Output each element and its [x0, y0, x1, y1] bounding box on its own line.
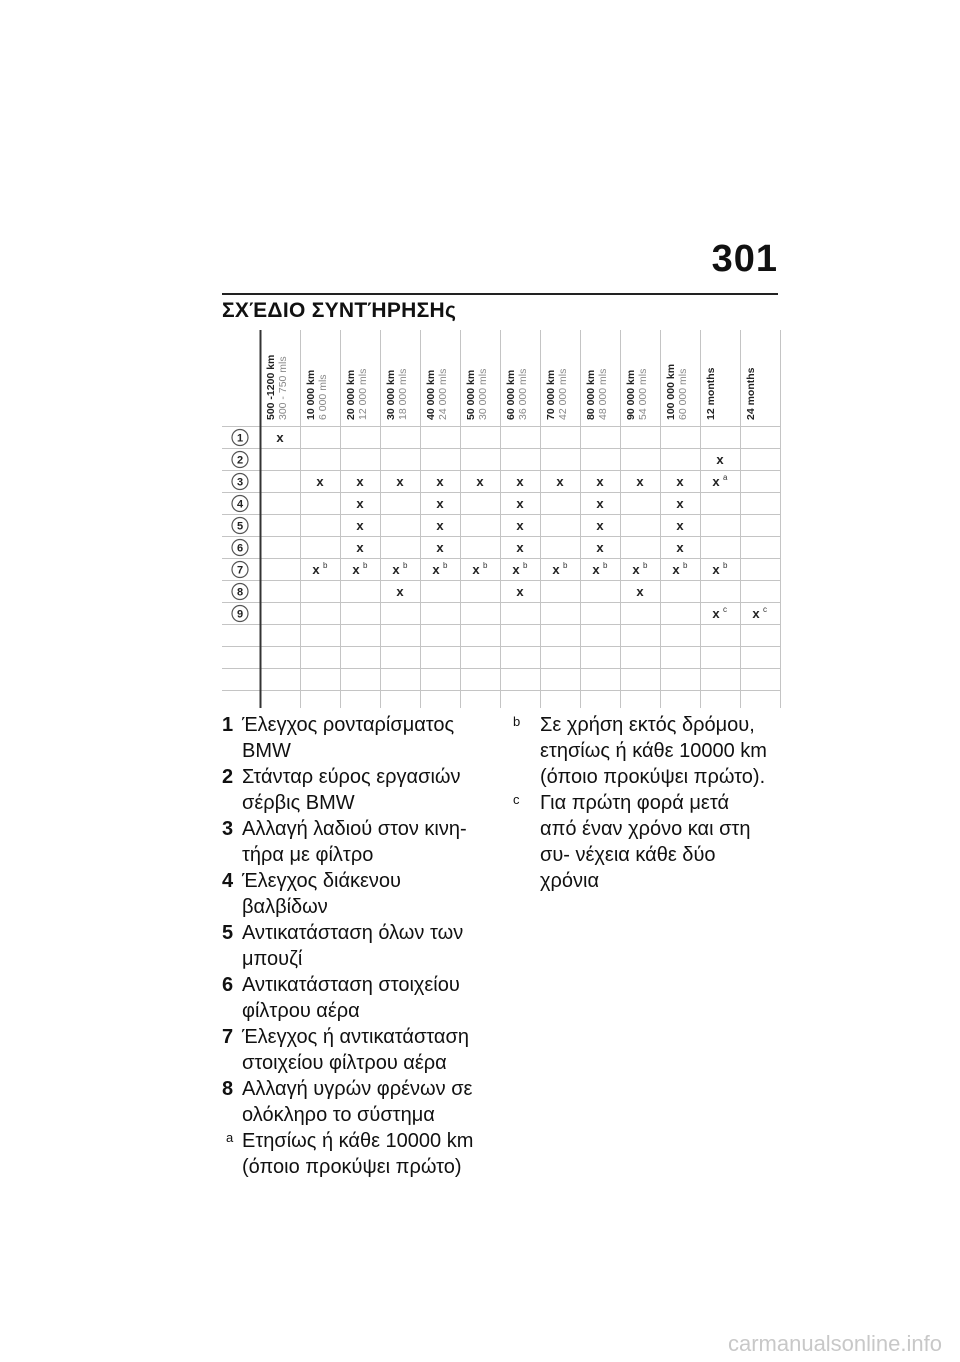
column-header-km: 50 000 km: [465, 369, 477, 420]
schedule-mark-note: b: [563, 561, 568, 570]
schedule-mark: x: [436, 540, 444, 555]
schedule-mark: x: [312, 562, 320, 577]
legend-number: 2: [222, 766, 234, 788]
column-header-km: 100 000 km: [665, 363, 677, 420]
schedule-mark-note: b: [723, 561, 728, 570]
schedule-mark: x: [516, 540, 524, 555]
legend-text: Αλλαγή λαδιού στον κινη- τήρα με φίλτρο: [242, 818, 467, 866]
column-header: [665, 364, 689, 420]
schedule-mark-note: c: [723, 605, 727, 614]
column-header-km: 20 000 km: [345, 369, 357, 420]
column-header-mls: 48 000 mls: [597, 368, 609, 420]
schedule-mark: x: [596, 540, 604, 555]
legend-text: Αλλαγή υγρών φρένων σε ολόκληρο το σύστημα: [242, 1078, 473, 1126]
row-number: 8: [236, 586, 244, 599]
schedule-mark-note: a: [723, 473, 728, 482]
schedule-mark: x: [396, 584, 404, 599]
schedule-mark: x: [596, 518, 604, 533]
schedule-mark: x: [636, 474, 644, 489]
schedule-mark-note: b: [683, 561, 688, 570]
footnote-item: [510, 712, 770, 790]
schedule-mark: x: [596, 474, 604, 489]
schedule-mark: x: [516, 496, 524, 511]
legend-text: Έλεγχος ρονταρίσματος BMW: [242, 714, 455, 762]
column-header-mls: 18 000 mls: [397, 368, 409, 420]
legend-right: [510, 712, 770, 894]
schedule-mark: x: [592, 562, 600, 577]
legend-text: Αντικατάσταση όλων των μπουζί: [242, 922, 464, 970]
schedule-mark: x: [396, 474, 404, 489]
row-number: 4: [236, 498, 244, 511]
legend-text: Αντικατάσταση στοιχείου φίλτρου αέρα: [242, 974, 460, 1022]
schedule-mark: x: [472, 562, 480, 577]
column-header-mls: 60 000 mls: [677, 368, 689, 420]
schedule-mark: x: [596, 496, 604, 511]
schedule-mark-note: b: [363, 561, 368, 570]
legend-text: Στάνταρ εύρος εργασιών σέρβις BMW: [242, 766, 461, 814]
schedule-mark: x: [556, 474, 564, 489]
schedule-mark: x: [392, 562, 400, 577]
schedule-mark-note: b: [443, 561, 448, 570]
column-header-km: 10 000 km: [305, 369, 317, 420]
column-header: [585, 369, 609, 420]
schedule-mark-note: b: [523, 561, 528, 570]
schedule-mark: x: [432, 562, 440, 577]
column-header-mls: 6 000 mls: [317, 374, 329, 420]
schedule-mark: x: [436, 474, 444, 489]
schedule-mark: x: [512, 562, 520, 577]
row-number: 5: [236, 520, 244, 533]
column-header: [345, 369, 369, 420]
footnote-mark: c: [513, 792, 520, 807]
column-header-km: 12 months: [705, 367, 717, 420]
footnote-text: Σε χρήση εκτός δρόμου, ετησίως ή κάθε 10000 km (όποιο προκύψει πρώτο).: [540, 714, 767, 788]
schedule-mark: x: [356, 474, 364, 489]
footnote-item: [222, 1128, 482, 1180]
legend-item: [222, 764, 482, 816]
schedule-mark: x: [516, 474, 524, 489]
schedule-mark: x: [476, 474, 484, 489]
schedule-mark-note: c: [763, 605, 767, 614]
column-header-km: 500 -1200 km: [265, 354, 277, 420]
legend-number: 4: [222, 870, 234, 892]
footnote-mark: b: [513, 714, 521, 729]
schedule-mark: x: [632, 562, 640, 577]
schedule-mark: x: [516, 584, 524, 599]
row-number: 3: [236, 476, 244, 489]
legend-number: 5: [222, 922, 234, 944]
schedule-mark: x: [552, 562, 560, 577]
schedule-mark: x: [436, 518, 444, 533]
footnote-mark: a: [226, 1130, 234, 1145]
footnote-text: Για πρώτη φορά μετά από έναν χρόνο και στη συ- νέχεια κάθε δύο χρόνια: [540, 792, 751, 892]
schedule-mark: x: [352, 562, 360, 577]
row-number: 7: [236, 564, 244, 577]
column-header-km: 60 000 km: [505, 369, 517, 420]
column-header-mls: 300 - 750 mls: [277, 356, 289, 420]
column-header-mls: 30 000 mls: [477, 368, 489, 420]
schedule-mark: x: [276, 430, 284, 445]
column-header-km: 30 000 km: [385, 369, 397, 420]
row-number: 9: [236, 608, 244, 621]
legend-number: 1: [222, 714, 234, 736]
schedule-mark-note: b: [643, 561, 648, 570]
schedule-mark: x: [356, 518, 364, 533]
legend-item: [222, 816, 482, 868]
column-header: [625, 369, 649, 420]
title-rule: [222, 293, 778, 295]
column-header: [425, 369, 449, 420]
column-header: [745, 367, 757, 420]
column-header: [305, 370, 329, 420]
legend-number: 8: [222, 1078, 234, 1100]
column-header: [545, 369, 569, 420]
row-number: 6: [236, 542, 244, 555]
legend-number: 7: [222, 1026, 234, 1048]
column-header: [505, 369, 529, 420]
legend-item: [222, 972, 482, 1024]
schedule-mark: x: [676, 540, 684, 555]
schedule-mark: x: [712, 474, 720, 489]
row-number: 2: [236, 454, 244, 467]
column-header-km: 70 000 km: [545, 369, 557, 420]
watermark: carmanualsonline.info: [727, 1331, 942, 1356]
column-header-mls: 42 000 mls: [557, 368, 569, 420]
legend-number: 6: [222, 974, 234, 996]
column-header-mls: 36 000 mls: [517, 368, 529, 420]
schedule-mark: x: [716, 452, 724, 467]
legend-text: Έλεγχος ή αντικατάσταση στοιχείου φίλτρου αέρα: [242, 1026, 469, 1074]
schedule-mark: x: [672, 562, 680, 577]
schedule-mark: x: [676, 496, 684, 511]
column-header-km: 40 000 km: [425, 369, 437, 420]
schedule-mark-note: b: [403, 561, 408, 570]
schedule-mark: x: [676, 518, 684, 533]
schedule-mark: x: [356, 540, 364, 555]
legend-item: [222, 712, 482, 764]
schedule-mark-note: b: [323, 561, 328, 570]
schedule-mark: x: [516, 518, 524, 533]
schedule-mark: x: [636, 584, 644, 599]
column-header: [465, 369, 489, 420]
column-header: [265, 355, 289, 420]
schedule-mark: x: [752, 606, 760, 621]
row-number: 1: [236, 432, 244, 445]
schedule-mark: x: [712, 606, 720, 621]
legend-number: 3: [222, 818, 234, 840]
legend-left: [222, 712, 482, 1180]
schedule-mark-note: b: [603, 561, 608, 570]
section-title: ΣΧΈΔΙΟ ΣΥΝΤΉΡΗΣΗς: [222, 299, 457, 322]
column-header-mls: 12 000 mls: [357, 368, 369, 420]
legend-item: [222, 868, 482, 920]
legend-text: Έλεγχος διάκενου βαλβίδων: [242, 870, 401, 918]
column-header: [385, 369, 409, 420]
footnote-item: [510, 790, 770, 894]
page-number: 301: [711, 238, 778, 280]
schedule-mark: x: [356, 496, 364, 511]
legend-item: [222, 1024, 482, 1076]
column-header-km: 80 000 km: [585, 369, 597, 420]
column-header-mls: 54 000 mls: [637, 368, 649, 420]
legend-item: [222, 1076, 482, 1128]
column-header-mls: 24 000 mls: [437, 368, 449, 420]
schedule-mark: x: [436, 496, 444, 511]
legend-item: [222, 920, 482, 972]
schedule-mark-note: b: [483, 561, 488, 570]
schedule-mark: x: [712, 562, 720, 577]
footnote-text: Ετησίως ή κάθε 10000 km (όποιο προκύψει πρώτο): [242, 1130, 474, 1178]
schedule-mark: x: [676, 474, 684, 489]
column-header: [705, 367, 717, 420]
column-header-km: 24 months: [745, 367, 757, 420]
column-header-km: 90 000 km: [625, 369, 637, 420]
schedule-mark: x: [316, 474, 324, 489]
maintenance-schedule-table: [222, 330, 782, 708]
